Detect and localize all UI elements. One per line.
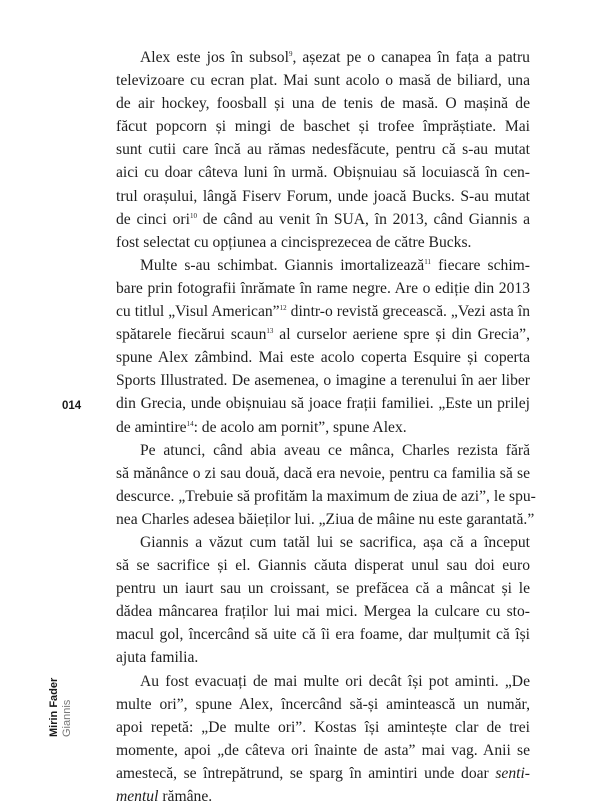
- line-text: macul gol, încercând să uite că îi era foame, dar mulțumit că își: [116, 626, 530, 644]
- line-text: de amintire: [116, 418, 187, 436]
- text-line: [116, 416, 530, 439]
- line-text: ajuta familia.: [116, 649, 199, 667]
- page-number: 014: [62, 400, 82, 412]
- line-text: trul orașului, lângă Fiserv Forum, unde joacă Bucks. S-au mutat: [116, 187, 530, 205]
- text-line: [116, 785, 530, 808]
- text-line: [116, 323, 530, 346]
- text-line: [116, 231, 530, 254]
- text-line: [116, 69, 530, 92]
- line-text: sunt cutii care încă au rămas nedesfăcute, pentru că s-au mutat: [116, 141, 530, 159]
- text-line: [116, 185, 530, 208]
- text-line: [116, 439, 530, 462]
- text-line: [116, 485, 536, 508]
- text-line: [116, 762, 530, 785]
- line-text: , așezat pe o canapea în fața a patru: [292, 49, 530, 66]
- line-text: amestecă, se întrepătrund, se sparg în amintiri unde doar: [116, 764, 496, 782]
- text-line: [116, 531, 530, 554]
- line-text: televizoare cu ecran plat. Mai sunt acolo o masă de biliard, una: [116, 72, 530, 90]
- line-text: aici cu doar câteva luni în urmă. Obișnuiau să locuiască în cen-: [116, 164, 530, 182]
- text-line: [116, 600, 530, 623]
- text-line: [116, 300, 530, 323]
- line-text: apoi repetă: „De multe ori”. Kostas își amintește clar de trei: [116, 718, 530, 736]
- text-line: [116, 392, 530, 415]
- text-line: [116, 277, 530, 300]
- line-text: fiecare schim-: [430, 256, 530, 274]
- line-text: pentru un iaurt sau un croissant, se prefăcea că a mâncat și le: [116, 580, 530, 598]
- text-line: [116, 646, 530, 669]
- text-line: [116, 161, 530, 184]
- text-line: [116, 369, 530, 392]
- text-line: [116, 208, 530, 231]
- text-line: [116, 46, 530, 69]
- body-text: [116, 46, 536, 808]
- line-text: Alex este jos în subsol: [140, 49, 289, 66]
- footnote-ref: 10: [189, 211, 197, 220]
- running-head: [48, 627, 78, 737]
- book-title: Giannis: [61, 699, 73, 737]
- line-text: de când au venit în SUA, în 2013, când Giannis a: [196, 210, 530, 228]
- text-line: [116, 670, 530, 693]
- line-text: bare prin fotografii înrămate în rame negre. Are o ediție din 2013: [116, 279, 530, 297]
- footnote-ref: 13: [266, 327, 274, 336]
- line-text: multe ori”, spune Alex, încercând să-și amintească un număr,: [116, 695, 530, 713]
- line-text: să se sacrifice și el. Giannis căuta disperat unul sau doi euro: [116, 557, 530, 575]
- text-line: [116, 92, 530, 115]
- text-line: [116, 554, 530, 577]
- line-text: : de acolo am pornit”, spune Alex.: [193, 418, 407, 436]
- text-line: [116, 716, 530, 739]
- line-text: Giannis a văzut cum tatăl lui se sacrifica, așa că a început: [140, 533, 530, 551]
- text-line: [116, 577, 530, 600]
- line-text: rămâne.: [158, 788, 213, 805]
- line-text: Sports Illustrated. De asemenea, o imagine a terenului în aer liber: [116, 372, 530, 390]
- text-line: [116, 623, 530, 646]
- line-text: să mănânce o zi sau două, dacă era nevoie, pentru ca familia să se: [116, 464, 530, 482]
- footnote-ref: 14: [186, 419, 194, 428]
- footnote-ref: 9: [288, 50, 293, 58]
- line-text: Au fost evacuați de mai multe ori decât își pot aminti. „De: [140, 672, 530, 690]
- line-text: de air hockey, foosball și una de tenis de masă. O mașină de: [116, 95, 530, 113]
- italic-text: mentul: [116, 788, 159, 805]
- text-line: [116, 462, 530, 485]
- italic-text: senti-: [495, 764, 530, 782]
- line-text: de cinci ori: [116, 210, 190, 228]
- text-line: [116, 739, 530, 762]
- footnote-ref: 11: [424, 257, 431, 266]
- line-text: momente, apoi „de câteva ori înainte de asta” mai vag. Anii se: [116, 741, 530, 759]
- line-text: dădea mâncarea fraților lui mai mici. Mergea la culcare cu sto-: [116, 603, 530, 621]
- line-text: nea Charles adesea băieților lui. „Ziua de mâine nu este garantată.”: [116, 510, 535, 528]
- author-name: Mirin Fader: [48, 677, 60, 737]
- line-text: dintr-o revistă grecească. „Vezi asta în: [286, 303, 531, 321]
- line-text: descurce. „Trebuie să profităm la maximum de ziua de azi”, le spu-: [116, 487, 536, 505]
- text-line: [116, 115, 530, 138]
- text-line: [116, 346, 530, 369]
- line-text: Multe s-au schimbat. Giannis imortalizează: [140, 256, 425, 274]
- line-text: cu titlul „Visul American”: [116, 303, 280, 321]
- line-text: spătarele fiecărui scaun: [116, 326, 267, 344]
- line-text: al curselor aeriene spre și din Grecia”,: [273, 326, 530, 344]
- line-text: din Grecia, unde obișnuiau să joace frații familiei. „Este un prilej: [116, 395, 530, 413]
- footnote-ref: 12: [279, 304, 287, 313]
- line-text: spune Alex zâmbind. Mai este acolo coperta Esquire și coperta: [116, 349, 530, 367]
- text-line: [116, 138, 530, 161]
- text-line: [116, 254, 530, 277]
- line-text: fost selectat cu opțiunea a cincisprezecea de către Bucks.: [116, 233, 472, 251]
- line-text: făcut popcorn și mingi de baschet și trofee împrăștiate. Mai: [116, 118, 530, 136]
- text-line: [116, 508, 535, 531]
- text-line: [116, 693, 530, 716]
- line-text: Pe atunci, când abia aveau ce mânca, Charles rezista fără: [140, 441, 530, 459]
